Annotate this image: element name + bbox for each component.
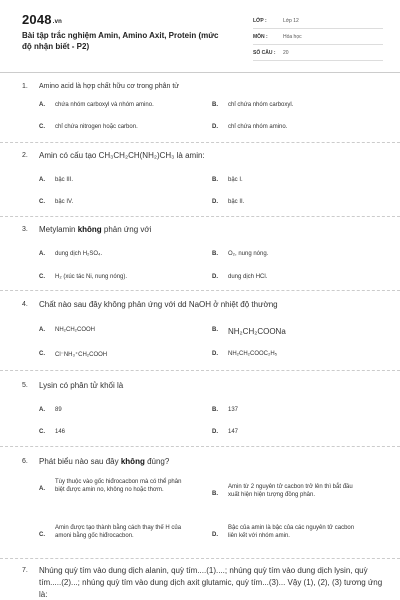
question-divider — [0, 216, 400, 217]
chemical-formula: CH₃CH₂CH(NH₂)CH₃ — [98, 151, 175, 160]
meta-question-count: SỐ CÂU : 20 — [253, 46, 383, 61]
header-divider — [0, 72, 400, 73]
question-divider — [0, 370, 400, 371]
question-text: Chất nào sau đây không phản ứng với dd NaOH ở nhiệt độ thường — [39, 300, 278, 309]
question-divider — [0, 446, 400, 447]
site-logo[interactable]: 2048.vn — [22, 12, 63, 27]
worksheet-page: 2048.vn Bài tập trắc nghiệm Amin, Amino Axit, Protein (mức độ nhận biết - P2) LỚP : Lớp 12 MÔN : Hóa học SỐ CÂU : 20 1. Amino acid là hợp chất hữu cơ trong phân tử A. chứa nhóm carboxyl và nhóm amino. B. chỉ chứa nhóm carboxyl. C. chỉ chứa nitrogen hoặc carbon. D. chỉ chứa nhóm amino. 2. Amin có cấu tạo CH₃CH₂CH(NH₂)CH₃ là amin: A. bậc III. B. bậc I. C. bậc IV. D. bậc II. 3. Metylamin không phản ứng với A. dung dịch H₂SO₄. B. O₂, nung nóng. C. H₂ (xúc tác Ni, nung nóng). D. dung dịch HCl. 4. Chất nào sau đây không phản ứng với dd NaOH ở nhiệt độ thường A. NH₂CH₂COOH B. NH₂CH₂COONa C. Cl⁻NH₃⁺CH₂COOH D. NH₂CH₂COOC₂H₅ 5. Lysin có phân tử khối là A. 89 B. 137 C. 146 D. 147 6. Phát biểu nào sau đây không đúng? A. Tùy thuộc vào gốc hiđrocacbon mà có thể phân biệt được amin no, không no hoặc thơm. B. Amin từ 2 nguyên tử cacbon trở lên thì bắt đầu xuất hiện hiện tượng đồng phân. C. Amin được tạo thành bằng cách thay thế H của amoni bằng gốc hiđrocacbon. D. Bậc của amin là bậc của các nguyên tử cacbon liên kết với nhóm amin. 7. Nhúng quỳ tím vào dung dịch alanin, quỳ tím....(1)....; nhúng quỳ tím vào dung dịch lysin, quỳ tím.....(2)...; nhúng quỳ tím vào dung dịch axit glutamic, quỳ tím...(3)... Vậy (1), (2), (3) tương ứng là: — [0, 0, 400, 600]
meta-class: LỚP : Lớp 12 — [253, 14, 383, 29]
worksheet-header — [0, 0, 400, 72]
worksheet-title: Bài tập trắc nghiệm Amin, Amino Axit, Protein (mức độ nhận biết - P2) — [22, 31, 219, 51]
question-text: Phát biểu nào sau đây không đúng? — [39, 457, 170, 466]
question-divider — [0, 558, 400, 559]
meta-subject: MÔN : Hóa học — [253, 30, 383, 45]
question-divider — [0, 142, 400, 143]
question-text: Nhúng quỳ tím vào dung dịch alanin, quỳ tím....(1)....; nhúng quỳ tím vào dung dịch lysin, quỳ tím.....(2)...; nhúng quỳ tím vào dung dịch axit glutamic, quỳ tím...(3)... Vậy (1), (2), (3) tương ứng là: — [39, 566, 383, 599]
question-text: Amino acid là hợp chất hữu cơ trong phân tử — [39, 83, 179, 90]
question-text: Lysin có phân tử khối là — [39, 381, 124, 390]
question-text: Amin có cấu tạo CH₃CH₂CH(NH₂)CH₃ là amin: — [39, 151, 205, 160]
question-text: Metylamin không phản ứng với — [39, 225, 152, 234]
question-divider — [0, 290, 400, 291]
